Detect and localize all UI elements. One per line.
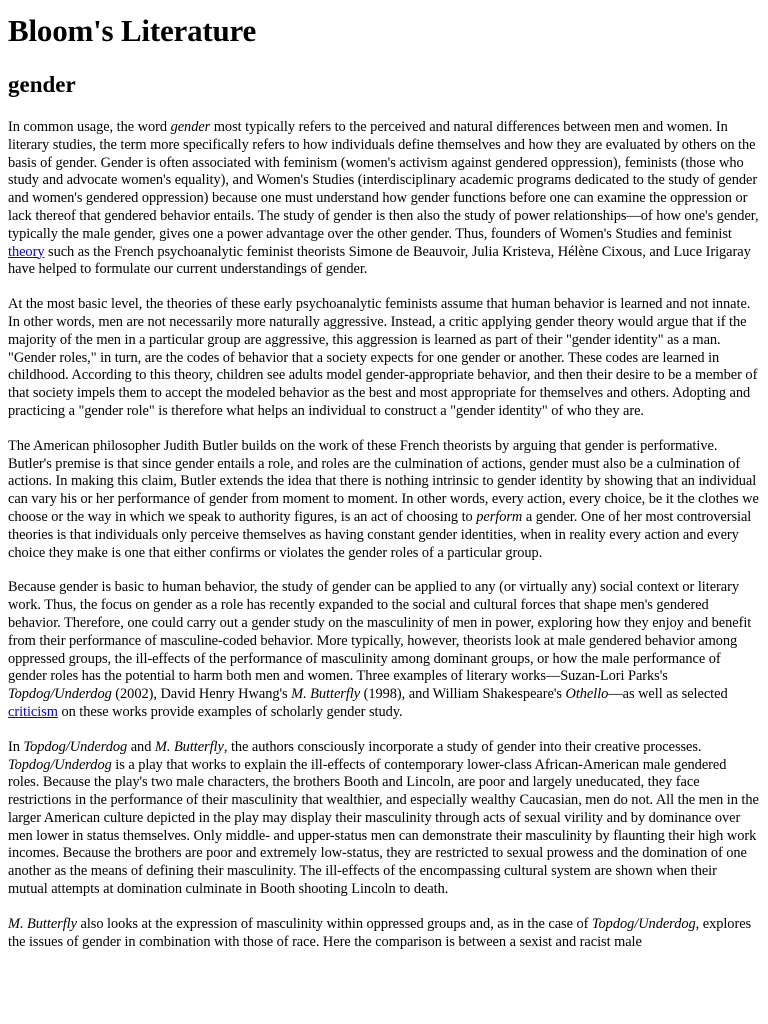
- paragraph-text: (2002), David Henry Hwang's: [111, 686, 292, 703]
- paragraph-text: , the authors consciously incorporate a study of gender into their creative processes.: [223, 738, 702, 755]
- paragraph-text: a gender. One of her most controversial theories is that individuals only perceive themselves as having constant gender identities, when in reality every action and every choice they make is one that either confirms or violates the gender roles of a particular group.: [8, 508, 752, 561]
- article-paragraph: [8, 579, 760, 721]
- paragraph-text: also looks at the expression of masculinity within oppressed groups and, as in the case of: [76, 915, 592, 932]
- paragraph-text: The American philosopher Judith Butler builds on the work of these French theorists by arguing that gender is performative. Butler's premise is that since gender entails a role, and roles are the culmination of actions, gender must also be a culmination of actions. In making this claim, Butler extends the idea that there is nothing intrinsic to gender identity by showing that an individual can vary his or her performance of gender from moment to moment. In other words, every action, every choice, be it the clothes we choose or the way in which we speak to authority figures, is an act of choosing to: [8, 437, 759, 525]
- paragraph-text: and: [127, 738, 155, 755]
- italic-text: gender: [170, 119, 211, 135]
- paragraph-text: is a play that works to explain the ill-effects of contemporary lower-class African-American male gendered roles. Because the play's two male characters, the brothers Booth and Lincoln, are poor and largely uneducated, they face restrictions in the performance of their masculinity that wealthier, and especially wealthy Caucasian, men do not. All the men in the larger American culture depicted in the play may display their masculinity through acts of sexual virility and by dominance over men lower in status themselves. Only middle- and upper-status men can demonstrate their masculinity by flaunting their high work incomes. Because the brothers are poor and extremely low-status, they are restricted to sexual prowess and the domination of one another as the means of defining their masculinity. The ill-effects of the encompassing cultural system are shown when their mutual attempts at domination culminate in Booth shooting Lincoln to death.: [8, 756, 759, 898]
- article-paragraph: [8, 119, 760, 279]
- paragraph-text: Because gender is basic to human behavior, the study of gender can be applied to any (or virtually any) social context or literary work. Thus, the focus on gender as a role has recently expanded to the social and cultural forces that shape men's gendered behavior. Therefore, one could carry out a gender study on the masculinity of men in power, exploring how they enjoy and benefit from their performance of masculine-coded behavior. More typically, however, theorists look at male gendered behavior among oppressed groups, the ill-effects of the performance of masculinity among dominant groups, or how the male performance of gender roles has the potential to harm both men and women. Three examples of literary works—Suzan-Lori Parks's: [8, 579, 752, 685]
- italic-text: M. Butterfly: [8, 915, 77, 932]
- paragraph-text: most typically refers to the perceived and natural differences between men and women. In literary studies, the term more specifically refers to how individuals define themselves and how they are evaluated by others on the basis of gender. Gender is often associated with feminism (women's activism against gendered oppression), feminists (those who study and advocate women's equality), and Women's Studies (interdisciplinary academic programs dedicated to the study of gender and women's gendered oppression) because one must understand how gender functions before one can examine the oppression or lack thereof that gendered behavior entails. The study of gender is then also the study of power relationships—of how one's gender, typically the male gender, gives one a power advantage over the other gender. Thus, founders of Women's Studies and feminist: [8, 119, 759, 242]
- italic-text: perform: [476, 508, 523, 525]
- article-paragraph: [8, 739, 760, 899]
- article-title: gender: [8, 72, 76, 97]
- article-paragraph: [8, 438, 760, 563]
- site-title: Bloom's Literature: [8, 13, 257, 48]
- italic-text: Othello: [565, 686, 609, 703]
- paragraph-text: At the most basic level, the theories of these early psychoanalytic feminists assume that human behavior is learned and not innate. In other words, men are not necessarily more naturally aggressive. Instead, a critic applying gender theory would argue that if the majority of the men in a particular group are aggressive, this aggression is learned as part of their "gender identity" as a man. "Gender roles," in turn, are the codes of behavior that a society expects for one gender or another. These codes are learned in childhood. According to this theory, children see adults model gender-appropriate behavior, and then their desire to be a member of that society impels them to accept the modeled behavior as the best and most appropriate for themselves and others. Adopting and practicing a "gender role" is therefore what helps an individual to construct a "gender identity" of who they are.: [8, 296, 758, 419]
- paragraph-text: such as the French psychoanalytic feminist theorists Simone de Beauvoir, Julia Kristeva, Hélène Cixous, and Luce Irigaray have helped to formulate our current understandings of gender.: [8, 243, 751, 278]
- paragraph-text: In common usage, the word: [8, 119, 171, 135]
- article-paragraph: [8, 916, 760, 952]
- paragraph-text: on these works provide examples of scholarly gender study.: [57, 703, 403, 720]
- link-criticism[interactable]: criticism: [8, 703, 58, 720]
- italic-text: M. Butterfly: [154, 738, 224, 755]
- italic-text: Topdog/Underdog: [8, 686, 112, 703]
- italic-text: Topdog/Underdog: [591, 915, 696, 932]
- italic-text: M. Butterfly: [291, 686, 361, 703]
- paragraph-text: , explores the issues of gender in combination with those of race. Here the comparison is between a sexist and racist male: [8, 915, 752, 950]
- paragraph-text: In: [8, 738, 24, 755]
- paragraph-text: —as well as selected: [608, 686, 728, 703]
- paragraph-text: (1998), and William Shakespeare's: [360, 686, 566, 703]
- article-paragraph: [8, 296, 760, 421]
- link-theory[interactable]: theory: [8, 243, 45, 260]
- italic-text: Topdog/Underdog: [23, 738, 128, 755]
- article-body: [8, 119, 760, 951]
- italic-text: Topdog/Underdog: [8, 756, 112, 773]
